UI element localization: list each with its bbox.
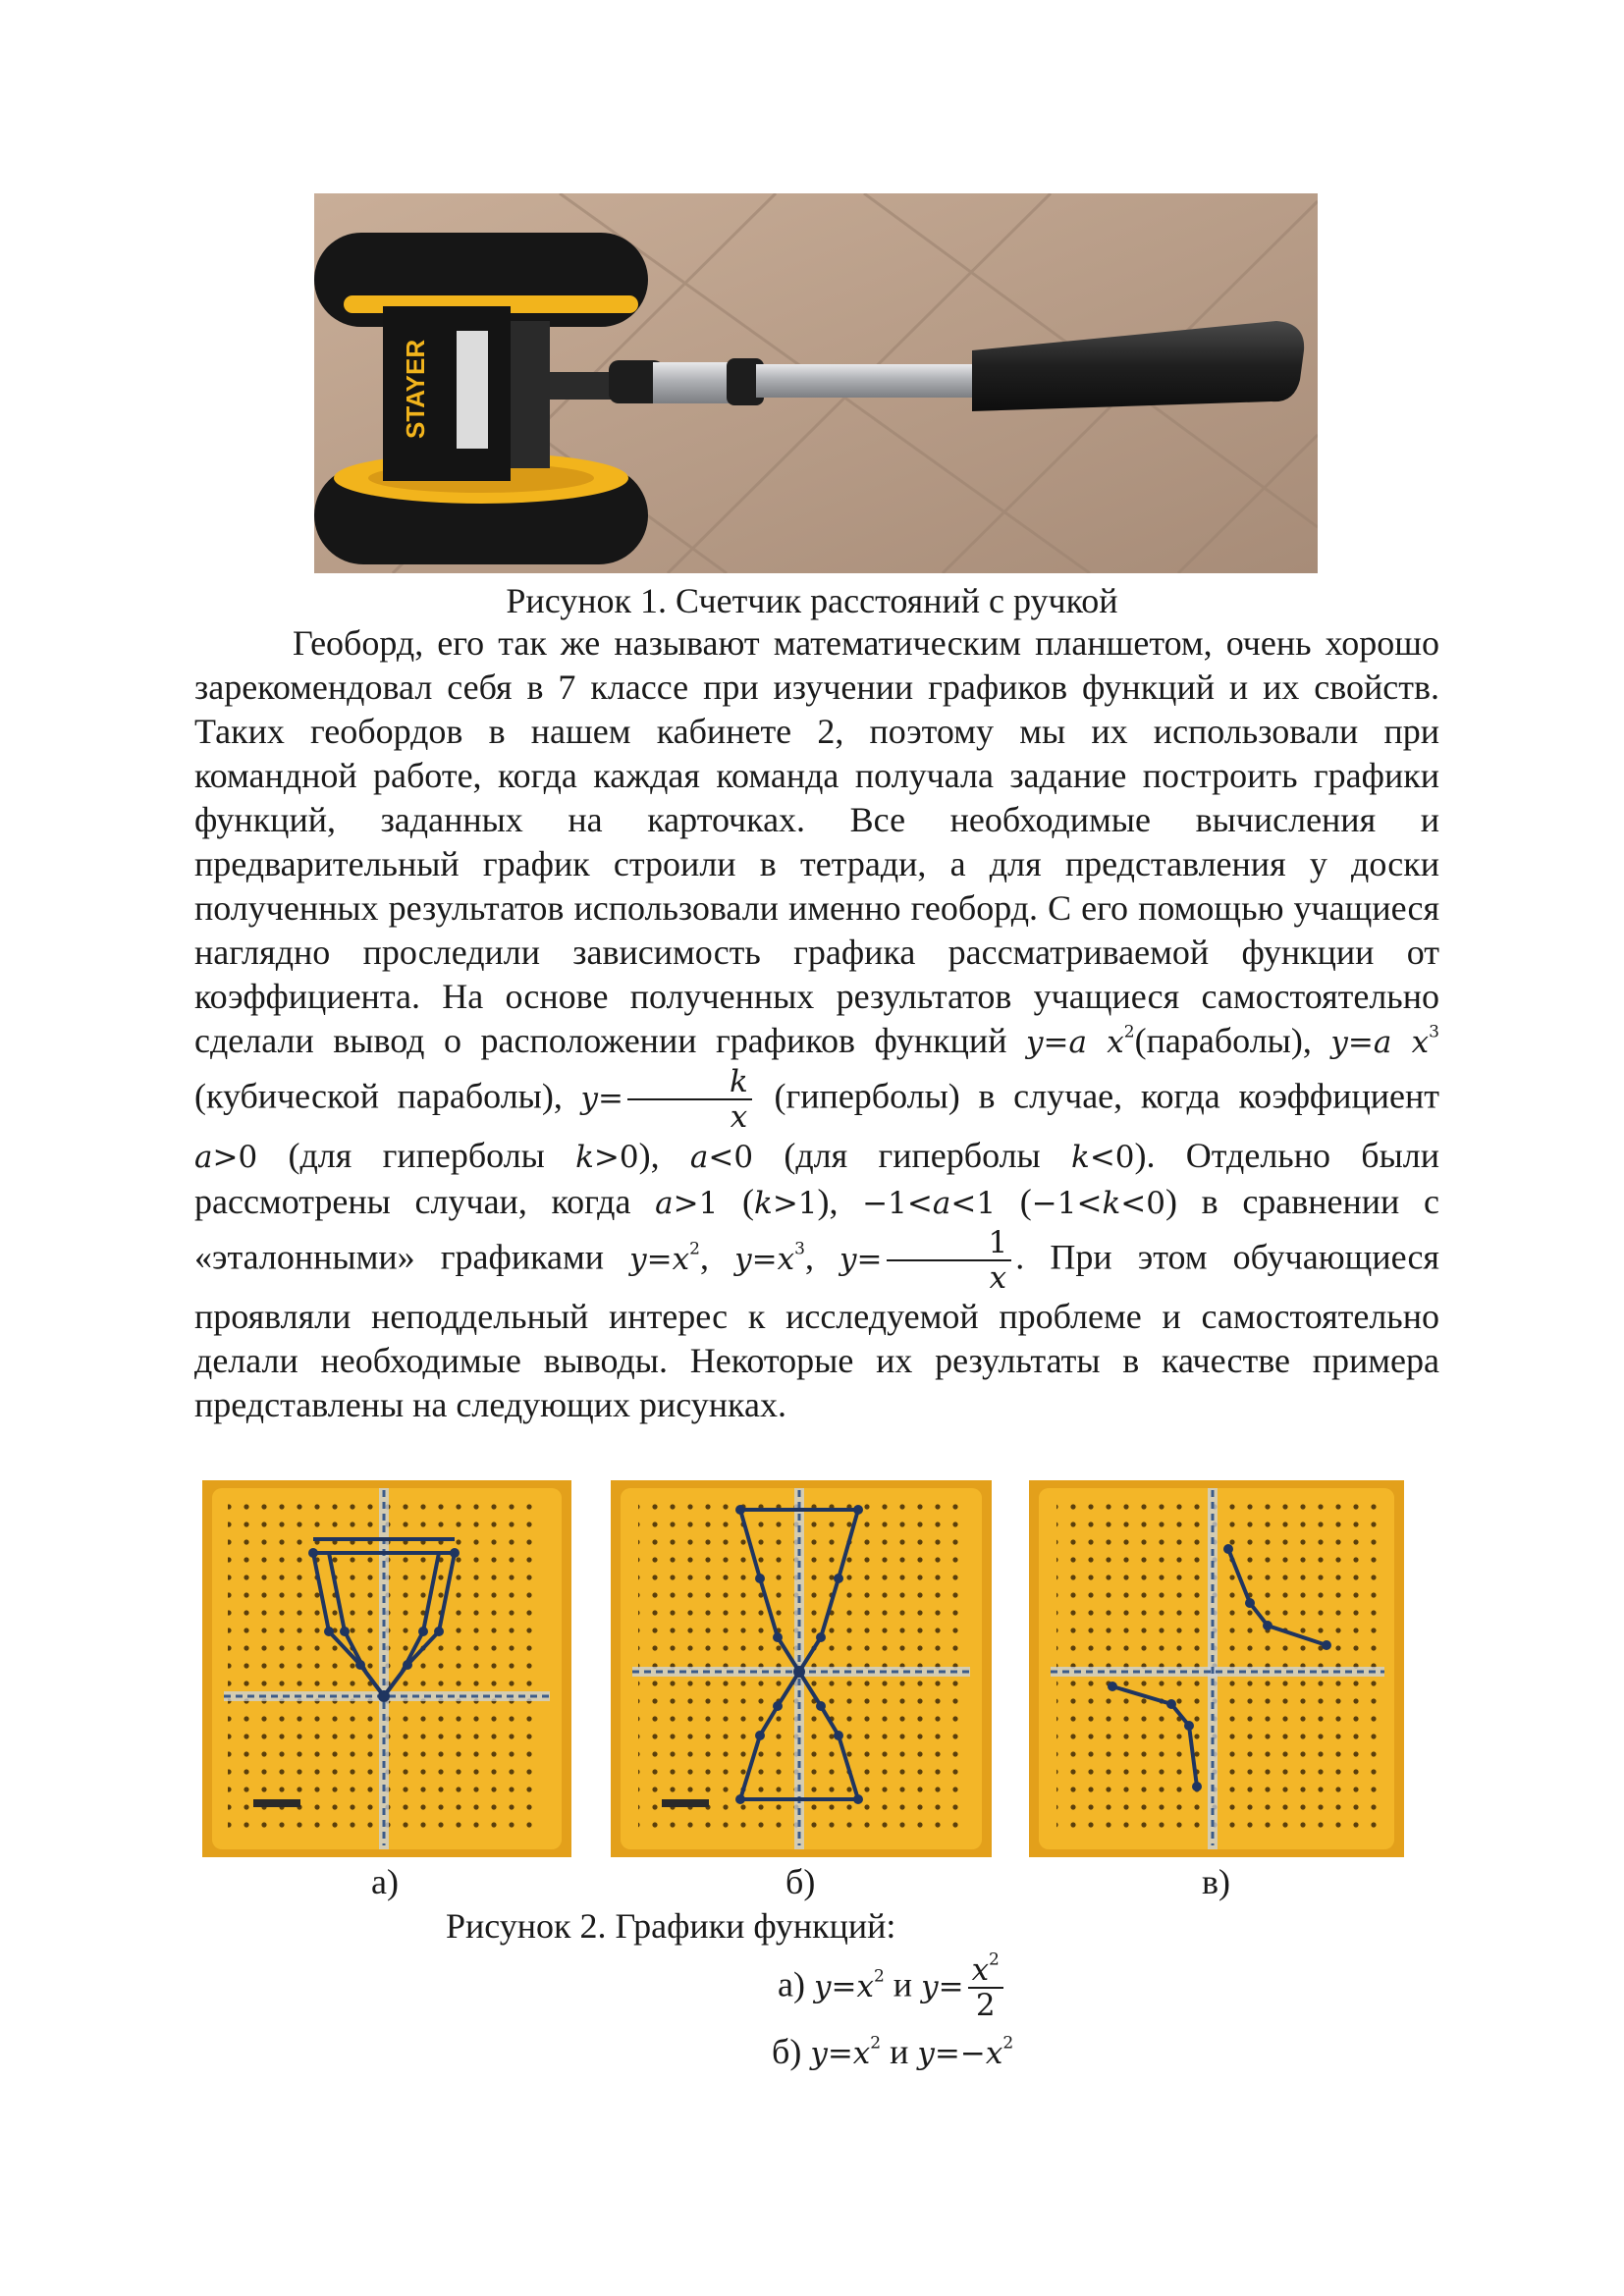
paragraph-sentence-3: При этом обучающиеся проявляли неподдельный интерес к исследуемой проблеме и самостоятельно делали необходимые выводы. Некоторые их результаты в качестве примера представлены на следующих рисунках. (194, 1237, 1439, 1424)
eq-a-prefix: а) (778, 1964, 805, 2004)
body-paragraph: Геоборд, его так же называют математическим планшетом, очень хорошо зарекомендовал себя в 7 классе при изучении графиков функций и их свойств. Таких геобордов в нашем кабинете 2, поэтому мы их использовали при командной работе, когда каждая команда получала задание построить графики функций, заданных на карточках. Все необходимые вычисления и предварительный график строили в тетради, а для представления у доски полученных результатов использовали именно геоборд. С его помощью учащиеся наглядно проследили зависимость графика рассматриваемой функции от коэффициента. На основе полученных результатов учащиеся самостоятельно сделали вывод о расположении графиков функций y=a $x^2(параболы)$, y=a $x^3$ (кубической параболы), y= $\frac{k}{x}$ (гиперболы) в случае, когда коэффициент a>0 (для гиперболы k>0), a<0 (для гиперболы k<0). Отдельно были рассмотрены случаи, когда a>1 (k>1), −1<a<1 (−1<k<0) в сравнении с «эталонными» графиками $y=x^2$, $y=x^3$, y= $\frac{1}{x}$ . При этом обучающиеся проявляли неподдельный интерес к исследуемой проблеме и самостоятельно делали необходимые выводы. Некоторые их результаты в качестве примера представлены на следующих рисунках. (194, 623, 1440, 1424)
formula-y-1-over-x: y= $\frac{1}{x}$ (839, 1242, 1015, 1277)
paragraph-for-hyper-2: (для гиперболы (784, 1136, 1041, 1175)
paragraph-compare: в сравнении с «эталонными» графиками (194, 1182, 1439, 1277)
paragraph-for-hyper-1: (для гиперболы (288, 1136, 545, 1175)
formula-y-ax3: y=a $x^3$ (1330, 1022, 1440, 1060)
paragraph-hyper-case: (гиперболы) в случае, когда коэффициент (774, 1076, 1439, 1116)
brand-label: STAYER (401, 339, 430, 439)
formula-y-x2: $y=x^2$ (629, 1239, 700, 1277)
figure2-label-b: б) (785, 1862, 816, 1901)
distance-counter-photo (314, 193, 1318, 573)
eq-b-prefix: б) (772, 2032, 802, 2071)
figure2-equation-b: б) $y=x^2$ и $y=-x^2$ (772, 2032, 1014, 2071)
paragraph-sentence-2: ). Отдельно были рассмотрены случаи, когда (194, 1136, 1440, 1221)
figure1-caption: Рисунок 1. Счетчик расстояний с ручкой (506, 581, 1118, 620)
figure2-equation-a: а) $y=x^2$ и y= $\frac{x^2}{2}$ (778, 1953, 1007, 2022)
formula-y-x3: $y=x^3$ (734, 1239, 805, 1277)
formula-k-range: −1<k<0 (1031, 1186, 1165, 1221)
formula-k-gt-0: k>0 (575, 1140, 639, 1175)
paragraph-parabola: (параболы), (1134, 1021, 1312, 1060)
eq-a-and: и (893, 1964, 913, 2004)
figure2-label-c: в) (1202, 1862, 1230, 1901)
formula-a-gt-0: a>0 (194, 1140, 258, 1175)
formula-a-lt-0: a<0 (689, 1140, 754, 1175)
formula-y-k-over-x: y= $\frac{k}{x}$ (581, 1081, 756, 1116)
geoboard-photo-c (1029, 1480, 1404, 1857)
formula-y-ax2: y=a $x^2$ (1025, 1022, 1135, 1060)
figure2-label-a: а) (371, 1862, 399, 1901)
paragraph-cubic: (кубической параболы), (194, 1076, 563, 1116)
paragraph-sentence-1: Геоборд, его так же называют математическим планшетом, очень хорошо зарекомендовал себя в 7 классе при изучении графиков функций и их свойств. Таких геобордов в нашем кабинете 2, поэтому мы их использовали при командной работе, когда каждая команда получала задание построить графики функций, заданных на карточках. Все необходимые вычисления и предварительный график строили в тетради, а для представления у доски полученных результатов использовали именно геоборд. С его помощью учащиеся наглядно проследили зависимость графика рассматриваемой функции от коэффициента. На основе полученных результатов учащиеся самостоятельно сделали вывод о расположении графиков функций (194, 623, 1439, 1060)
geoboard-photo-b (611, 1480, 992, 1857)
figure2-caption: Рисунок 2. Графики функций: (446, 1906, 896, 1946)
paragraph-close-comma: ), (638, 1136, 660, 1175)
formula-a-range: −1<a<1 (862, 1186, 997, 1221)
formula-k-gt-1: k>1 (754, 1186, 818, 1221)
geoboard-photo-a (202, 1480, 571, 1857)
formula-k-lt-0: k<0 (1071, 1140, 1135, 1175)
eq-b-and: и (890, 2032, 909, 2071)
formula-a-gt-1: a>1 (655, 1186, 719, 1221)
